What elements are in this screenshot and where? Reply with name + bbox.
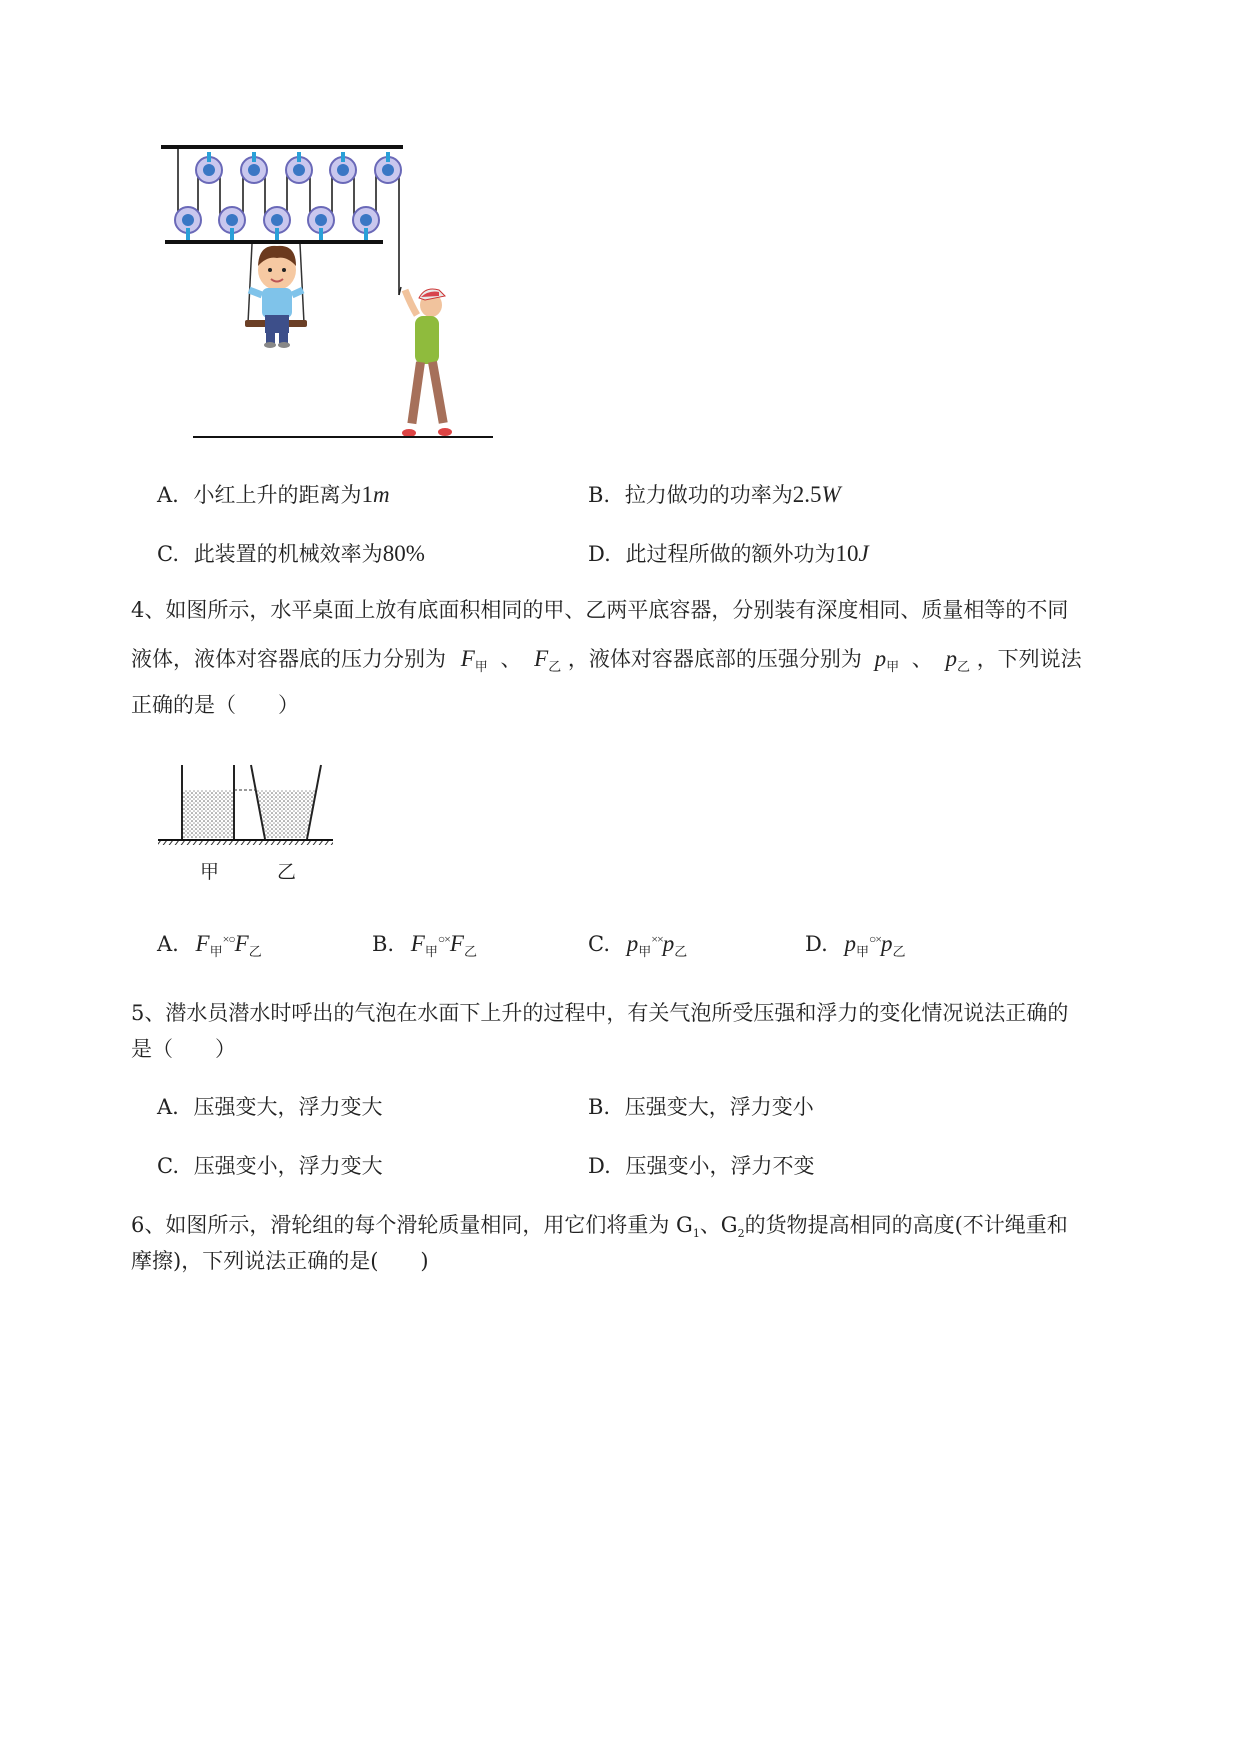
option-text: 压强变大，浮力变小: [624, 1095, 814, 1119]
q6-text-a: 6、如图所示，滑轮组的每个滑轮质量相同，用它们将重为 G: [131, 1213, 693, 1237]
q3-option-a[interactable]: [157, 483, 390, 506]
q5-option-d[interactable]: [588, 1156, 814, 1177]
q6-text-b: 的货物提高相同的高度(不计绳重和: [744, 1213, 1068, 1237]
option-label: A.: [157, 932, 179, 956]
option-label: B.: [372, 932, 395, 956]
q4-option-d[interactable]: [805, 932, 906, 958]
option-expr: $F_甲^{\times○}F_乙$: [195, 931, 262, 959]
option-text: 压强变小，浮力不变: [625, 1154, 815, 1178]
relation-symbol: ×○: [222, 932, 235, 946]
var-p-jia: $p_甲$: [874, 646, 900, 674]
option-value: 10: [835, 541, 859, 566]
q6-stem-line1: [131, 1215, 1068, 1239]
q4-option-a[interactable]: [157, 932, 262, 958]
option-expr: $p_甲^{○\times}p_乙$: [844, 931, 906, 959]
option-text: 此过程所做的额外功为: [625, 542, 836, 566]
option-expr: $p_甲^{\times\times}p_乙$: [626, 931, 688, 959]
q4-option-c[interactable]: [588, 932, 687, 958]
option-unit: W: [821, 482, 841, 507]
q6-stem-line2: 摩擦)，下列说法正确的是( ): [131, 1249, 429, 1273]
q4-stem-line1: 4、如图所示，水平桌面上放有底面积相同的甲、乙两平底容器，分别装有深度相同、质量相等的不同: [131, 598, 1069, 622]
q4-text-c: ，下列说法: [976, 647, 1082, 671]
relation-symbol: ○×: [868, 932, 881, 946]
q3-option-b[interactable]: [588, 483, 841, 506]
option-label: B.: [588, 1095, 611, 1119]
option-text: 压强变小，浮力变大: [193, 1154, 383, 1178]
option-value: 1: [361, 482, 374, 507]
option-label: D.: [588, 542, 611, 566]
q5-stem-line1: 5、潜水员潜水时呼出的气泡在水面下上升的过程中，有关气泡所受压强和浮力的变化情况说法正确的: [131, 1001, 1069, 1025]
boy-on-swing: [245, 246, 307, 348]
containers-figure: [155, 760, 340, 845]
relation-symbol: ○×: [437, 932, 450, 946]
q4-text-b: ，液体对容器底部的压强分别为: [567, 647, 862, 671]
option-value: 2.5: [792, 482, 822, 507]
g2-subscript: 2: [737, 1227, 745, 1240]
q4-stem-line2: [131, 647, 1082, 673]
option-label: D.: [588, 1154, 611, 1178]
q3-option-d[interactable]: [588, 542, 869, 565]
q5-option-b[interactable]: [588, 1097, 814, 1118]
q5-option-a[interactable]: [157, 1097, 383, 1118]
relation-symbol: ××: [651, 932, 663, 946]
q4-stem-line3: 正确的是（ ）: [131, 693, 299, 717]
var-f-yi: $F_乙$: [534, 646, 562, 674]
q5-option-c[interactable]: [157, 1156, 383, 1177]
q6-text-mid: 、G: [699, 1213, 738, 1237]
separator: 、: [911, 647, 933, 671]
option-label: A.: [157, 1095, 179, 1119]
option-text: 拉力做功的功率为: [624, 483, 793, 507]
q4-option-b[interactable]: [372, 932, 477, 958]
var-f-jia: $F_甲$: [460, 646, 488, 674]
pulley-figure: [155, 140, 505, 445]
top-pulleys: [196, 152, 401, 183]
option-label: A.: [157, 483, 179, 507]
q3-option-c[interactable]: [157, 542, 425, 565]
option-expr: $F_甲^{○\times}F_乙$: [410, 931, 477, 959]
option-text: 此装置的机械效率为: [193, 542, 383, 566]
option-text: 小红上升的距离为: [193, 483, 362, 507]
q4-text-a: 液体，液体对容器底的压力分别为: [131, 647, 446, 671]
option-unit: m: [373, 482, 390, 507]
label-yi: 乙: [277, 861, 297, 883]
option-unit: J: [858, 541, 869, 566]
option-label: C.: [157, 542, 179, 566]
option-value: 80%: [382, 541, 425, 566]
pulling-boy: [399, 287, 452, 437]
q5-stem-line2: 是（ ）: [131, 1037, 236, 1061]
label-jia: 甲: [200, 861, 220, 883]
option-label: C.: [588, 932, 610, 956]
separator: 、: [500, 647, 522, 671]
option-label: D.: [805, 932, 828, 956]
g1-subscript: 1: [692, 1227, 700, 1240]
option-text: 压强变大，浮力变大: [193, 1095, 383, 1119]
option-label: C.: [157, 1154, 179, 1178]
bottom-pulleys: [175, 207, 379, 240]
option-label: B.: [588, 483, 611, 507]
var-p-yi: $p_乙$: [945, 646, 970, 674]
